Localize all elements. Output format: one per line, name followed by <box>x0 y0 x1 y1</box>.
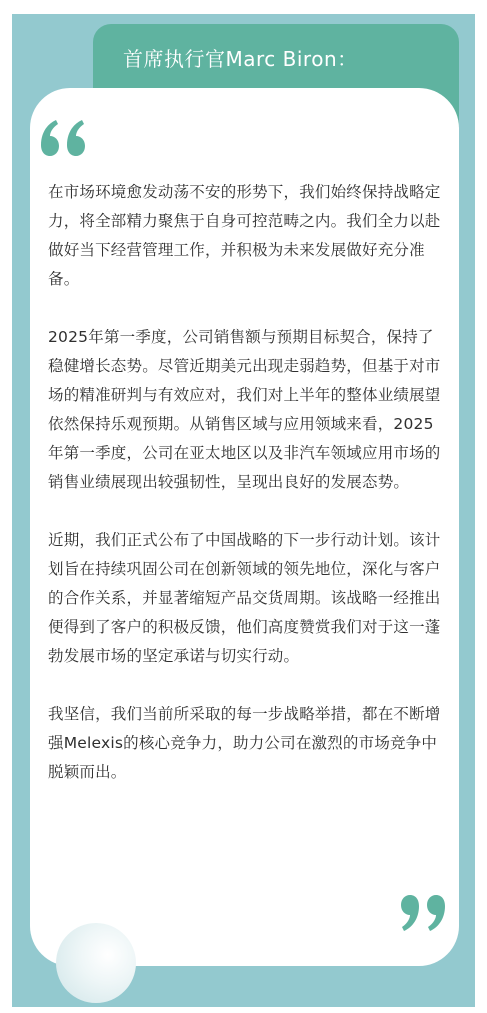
header-title: 首席执行官Marc Biron： <box>123 47 358 71</box>
quote-body <box>48 178 446 816</box>
decorative-circle <box>56 923 136 1003</box>
paragraph-2: 2025年第一季度，公司销售额与预期目标契合，保持了稳健增长态势。尽管近期美元出现走弱趋势，但基于对市场的精准研判与有效应对，我们对上半年的整体业绩展望依然保持乐观预期。从销售区域与应用领域来看，2025年第一季度，公司在亚太地区以及非汽车领域应用市场的销售业绩展现出较强韧性，呈现出良好的发展态势。 <box>48 328 441 491</box>
paragraph-4: 我坚信，我们当前所采取的每一步战略举措，都在不断增强Melexis的核心竞争力，助力公司在激烈的市场竞争中脱颖而出。 <box>48 705 441 781</box>
open-quote-icon <box>40 118 88 158</box>
close-quote-icon <box>398 893 446 933</box>
paragraph-3: 近期，我们正式公布了中国战略的下一步行动计划。该计划旨在持续巩固公司在创新领域的领先地位，深化与客户的合作关系，并显著缩短产品交货周期。该战略一经推出便得到了客户的积极反馈，他们高度赞赏我们对于这一蓬勃发展市场的坚定承诺与切实行动。 <box>48 531 441 665</box>
paragraph-1: 在市场环境愈发动荡不安的形势下，我们始终保持战略定力，将全部精力聚焦于自身可控范畴之内。我们全力以赴做好当下经营管理工作，并积极为未来发展做好充分准备。 <box>48 183 441 288</box>
